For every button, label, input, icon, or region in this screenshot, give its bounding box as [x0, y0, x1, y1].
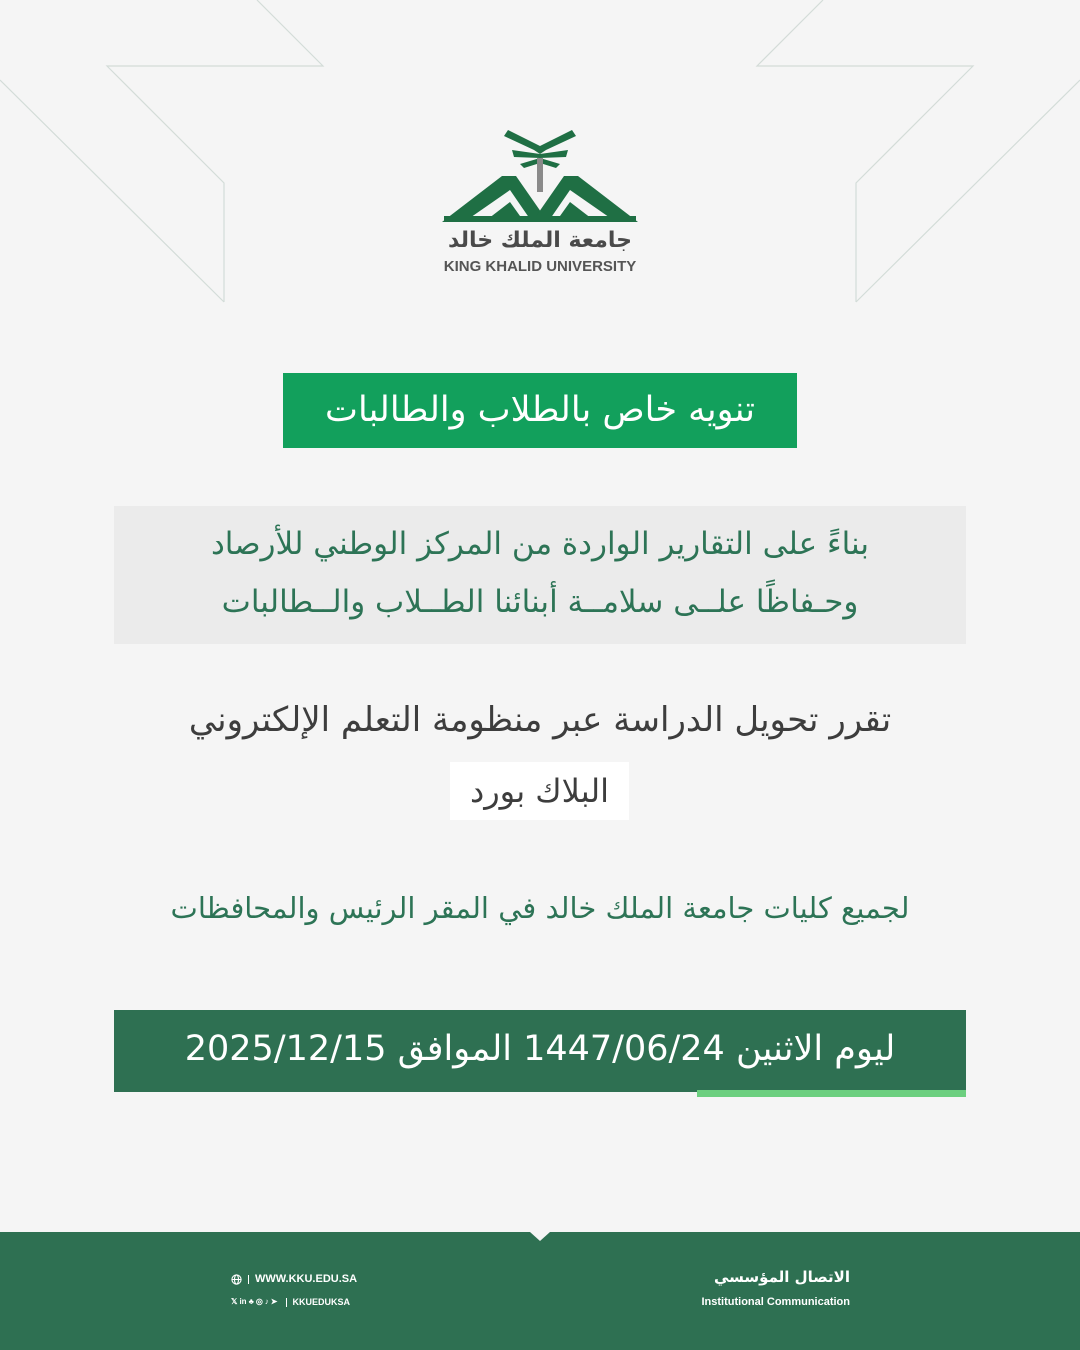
linkedin-icon[interactable]: in [239, 1297, 247, 1306]
palm-swords-emblem-icon [440, 124, 640, 224]
social-handle[interactable]: KKUEDUKSA [292, 1297, 351, 1307]
separator [286, 1298, 287, 1307]
decision-text: تقرر تحويل الدراسة عبر منظومة التعلم الإلكتروني [188, 700, 892, 740]
platform-badge: البلاك بورد [450, 762, 629, 820]
website-row [231, 1272, 357, 1286]
tiktok-icon[interactable]: ♪ [264, 1297, 269, 1306]
intro-line-1: بناءً على التقارير الواردة من المركز الوطني للأرصاد [210, 526, 870, 562]
globe-icon [231, 1274, 242, 1285]
department-name-arabic: الاتصال المؤسسي [713, 1268, 850, 1286]
department-name-english: Institutional Communication [701, 1296, 850, 1308]
website-link[interactable]: WWW.KKU.EDU.SA [255, 1273, 358, 1285]
date-banner: ليوم الاثنين 1447/06/24 الموافق 2025/12/15 [114, 1010, 966, 1092]
university-name-arabic: جامعة الملك خالد [448, 228, 632, 253]
x-icon[interactable]: 𝕏 [231, 1297, 238, 1306]
intro-line-2: وحـفاظًا علــى سلامــة أبنائنا الطــلاب والــطالبات [221, 584, 859, 620]
snapchat-icon[interactable]: ♣ [248, 1297, 254, 1306]
footer-bar [0, 1232, 1080, 1350]
instagram-icon[interactable]: ◎ [255, 1297, 263, 1306]
footer-notch [530, 1232, 550, 1241]
telegram-icon[interactable]: ➤ [270, 1297, 278, 1306]
social-row [231, 1296, 350, 1308]
notice-title: تنويه خاص بالطلاب والطالبات [283, 373, 797, 448]
scope-text: لجميع كليات جامعة الملك خالد في المقر الرئيس والمحافظات [170, 891, 910, 925]
date-accent-bar [697, 1090, 966, 1097]
separator [248, 1275, 249, 1284]
university-logo [440, 124, 640, 279]
intro-panel [114, 506, 966, 644]
university-name-english: KING KHALID UNIVERSITY [443, 258, 637, 275]
